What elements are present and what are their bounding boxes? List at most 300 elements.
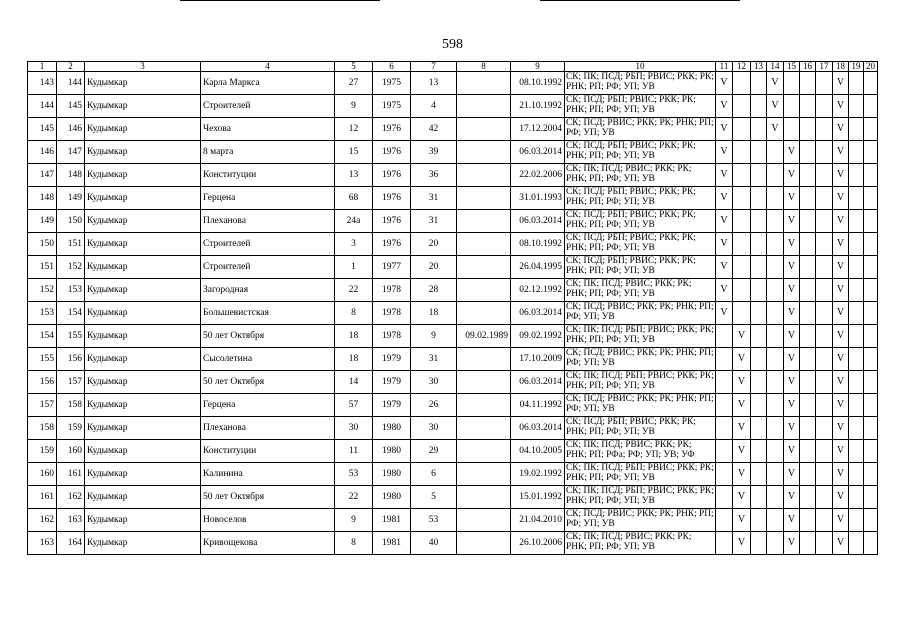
mark-col-16	[800, 233, 816, 256]
year-cell: 1981	[373, 509, 411, 532]
mark-col-20	[864, 187, 878, 210]
record-number: 158	[57, 394, 85, 417]
mark-col-18: V	[833, 463, 849, 486]
mark-col-11: V	[716, 210, 733, 233]
year-cell: 1979	[373, 371, 411, 394]
count-cell: 36	[411, 164, 457, 187]
record-number: 150	[57, 210, 85, 233]
street-cell: 50 лет Октября	[201, 486, 335, 509]
row-index: 149	[28, 210, 57, 233]
record-number: 147	[57, 141, 85, 164]
year-cell: 1980	[373, 463, 411, 486]
mark-col-14: V	[767, 95, 784, 118]
row-index: 151	[28, 256, 57, 279]
date-a-cell	[457, 279, 511, 302]
mark-col-16	[800, 532, 816, 555]
mark-col-14: V	[767, 118, 784, 141]
count-cell: 53	[411, 509, 457, 532]
codes-cell: СК; ПСД; РВИС; РКК; РК; РНК; РП; РФ; УП; УВ	[565, 509, 716, 532]
mark-col-12	[733, 164, 751, 187]
mark-col-14	[767, 302, 784, 325]
mark-col-18: V	[833, 164, 849, 187]
mark-col-16	[800, 302, 816, 325]
mark-col-19	[849, 532, 864, 555]
mark-col-18: V	[833, 371, 849, 394]
count-cell: 30	[411, 417, 457, 440]
row-index: 160	[28, 463, 57, 486]
mark-col-20	[864, 210, 878, 233]
mark-col-17	[816, 141, 833, 164]
mark-col-16	[800, 279, 816, 302]
mark-col-19	[849, 256, 864, 279]
mark-col-14: V	[767, 72, 784, 95]
mark-col-20	[864, 532, 878, 555]
mark-col-19	[849, 394, 864, 417]
mark-col-18: V	[833, 486, 849, 509]
count-cell: 30	[411, 371, 457, 394]
mark-col-12: V	[733, 325, 751, 348]
column-header-1: 1	[28, 62, 57, 72]
mark-col-13	[751, 371, 767, 394]
street-cell: Герцена	[201, 394, 335, 417]
row-index: 159	[28, 440, 57, 463]
mark-col-19	[849, 463, 864, 486]
house-number-cell: 9	[335, 95, 373, 118]
count-cell: 18	[411, 302, 457, 325]
mark-col-19	[849, 440, 864, 463]
table-row	[28, 532, 878, 555]
date-b-cell: 19.02.1992	[511, 463, 565, 486]
date-a-cell	[457, 417, 511, 440]
year-cell: 1979	[373, 348, 411, 371]
column-header-4: 4	[201, 62, 335, 72]
mark-col-14	[767, 486, 784, 509]
street-cell: Карла Маркса	[201, 72, 335, 95]
mark-col-15: V	[784, 141, 800, 164]
count-cell: 31	[411, 210, 457, 233]
column-header-14: 14	[767, 62, 784, 72]
table-row	[28, 256, 878, 279]
street-cell: Плеханова	[201, 210, 335, 233]
street-cell: Строителей	[201, 233, 335, 256]
mark-col-17	[816, 348, 833, 371]
record-number: 146	[57, 118, 85, 141]
house-number-cell: 14	[335, 371, 373, 394]
year-cell: 1976	[373, 210, 411, 233]
mark-col-13	[751, 325, 767, 348]
year-cell: 1976	[373, 187, 411, 210]
city-cell: Кудымкар	[85, 141, 201, 164]
record-number: 151	[57, 233, 85, 256]
row-index: 146	[28, 141, 57, 164]
mark-col-13	[751, 394, 767, 417]
table-row	[28, 187, 878, 210]
mark-col-15: V	[784, 187, 800, 210]
count-cell: 39	[411, 141, 457, 164]
mark-col-20	[864, 95, 878, 118]
mark-col-14	[767, 394, 784, 417]
mark-col-20	[864, 509, 878, 532]
mark-col-15: V	[784, 509, 800, 532]
mark-col-19	[849, 417, 864, 440]
mark-col-11	[716, 440, 733, 463]
row-index: 152	[28, 279, 57, 302]
table-row	[28, 348, 878, 371]
mark-col-12: V	[733, 509, 751, 532]
mark-col-16	[800, 325, 816, 348]
date-a-cell	[457, 72, 511, 95]
record-number: 164	[57, 532, 85, 555]
table-row	[28, 164, 878, 187]
codes-cell: СК; ПК; ПСД; РБП; РВИС; РКК; РК; РНК; РП; РФ; УП; УВ	[565, 463, 716, 486]
mark-col-18: V	[833, 325, 849, 348]
mark-col-18: V	[833, 141, 849, 164]
mark-col-14	[767, 325, 784, 348]
house-number-cell: 30	[335, 417, 373, 440]
mark-col-13	[751, 532, 767, 555]
mark-col-19	[849, 118, 864, 141]
mark-col-18: V	[833, 118, 849, 141]
street-cell: Чехова	[201, 118, 335, 141]
mark-col-11	[716, 371, 733, 394]
mark-col-19	[849, 210, 864, 233]
mark-col-13	[751, 302, 767, 325]
column-header-2: 2	[57, 62, 85, 72]
mark-col-18: V	[833, 95, 849, 118]
count-cell: 40	[411, 532, 457, 555]
house-number-cell: 8	[335, 532, 373, 555]
house-number-cell: 1	[335, 256, 373, 279]
date-b-cell: 21.04.2010	[511, 509, 565, 532]
mark-col-11: V	[716, 279, 733, 302]
house-number-cell: 22	[335, 279, 373, 302]
mark-col-14	[767, 417, 784, 440]
city-cell: Кудымкар	[85, 532, 201, 555]
date-a-cell	[457, 371, 511, 394]
mark-col-12	[733, 118, 751, 141]
date-b-cell: 06.03.2014	[511, 371, 565, 394]
house-number-cell: 15	[335, 141, 373, 164]
mark-col-11: V	[716, 164, 733, 187]
mark-col-15: V	[784, 417, 800, 440]
street-cell: Строителей	[201, 95, 335, 118]
mark-col-16	[800, 417, 816, 440]
row-index: 148	[28, 187, 57, 210]
date-a-cell	[457, 440, 511, 463]
mark-col-13	[751, 210, 767, 233]
mark-col-17	[816, 256, 833, 279]
mark-col-18: V	[833, 509, 849, 532]
year-cell: 1981	[373, 532, 411, 555]
mark-col-18: V	[833, 394, 849, 417]
street-cell: Конституции	[201, 440, 335, 463]
city-cell: Кудымкар	[85, 325, 201, 348]
mark-col-14	[767, 463, 784, 486]
date-b-cell: 08.10.1992	[511, 72, 565, 95]
table-row	[28, 118, 878, 141]
mark-col-17	[816, 532, 833, 555]
date-a-cell	[457, 463, 511, 486]
city-cell: Кудымкар	[85, 72, 201, 95]
date-a-cell	[457, 187, 511, 210]
table-row	[28, 279, 878, 302]
record-number: 154	[57, 302, 85, 325]
mark-col-11: V	[716, 95, 733, 118]
mark-col-14	[767, 256, 784, 279]
street-cell: Кривощекова	[201, 532, 335, 555]
record-number: 163	[57, 509, 85, 532]
mark-col-19	[849, 95, 864, 118]
mark-col-16	[800, 187, 816, 210]
street-cell: Загородная	[201, 279, 335, 302]
mark-col-17	[816, 118, 833, 141]
city-cell: Кудымкар	[85, 164, 201, 187]
house-number-cell: 22	[335, 486, 373, 509]
year-cell: 1976	[373, 141, 411, 164]
mark-col-19	[849, 164, 864, 187]
date-b-cell: 31.01.1993	[511, 187, 565, 210]
mark-col-15: V	[784, 325, 800, 348]
column-header-3: 3	[85, 62, 201, 72]
mark-col-13	[751, 440, 767, 463]
codes-cell: СК; ПК; ПСД; РБП; РВИС; РКК; РК; РНК; РП; РФ; УП; УВ	[565, 325, 716, 348]
street-cell: Плеханова	[201, 417, 335, 440]
year-cell: 1980	[373, 440, 411, 463]
house-number-cell: 13	[335, 164, 373, 187]
record-number: 159	[57, 417, 85, 440]
mark-col-15: V	[784, 279, 800, 302]
city-cell: Кудымкар	[85, 371, 201, 394]
mark-col-18: V	[833, 417, 849, 440]
column-header-7: 7	[411, 62, 457, 72]
house-number-cell: 24а	[335, 210, 373, 233]
mark-col-15: V	[784, 394, 800, 417]
table-row	[28, 325, 878, 348]
date-b-cell: 02.12.1992	[511, 279, 565, 302]
mark-col-13	[751, 141, 767, 164]
row-index: 162	[28, 509, 57, 532]
mark-col-20	[864, 72, 878, 95]
record-number: 149	[57, 187, 85, 210]
mark-col-11	[716, 463, 733, 486]
mark-col-14	[767, 164, 784, 187]
record-number: 153	[57, 279, 85, 302]
city-cell: Кудымкар	[85, 486, 201, 509]
date-b-cell: 17.10.2009	[511, 348, 565, 371]
date-b-cell: 22.02.2006	[511, 164, 565, 187]
year-cell: 1979	[373, 394, 411, 417]
mark-col-17	[816, 279, 833, 302]
mark-col-18: V	[833, 440, 849, 463]
codes-cell: СК; ПСД; РВИС; РКК; РК; РНК; РП; РФ; УП; УВ	[565, 302, 716, 325]
table-row	[28, 302, 878, 325]
table-row	[28, 440, 878, 463]
mark-col-17	[816, 72, 833, 95]
street-cell: Конституции	[201, 164, 335, 187]
mark-col-12: V	[733, 440, 751, 463]
mark-col-13	[751, 279, 767, 302]
mark-col-16	[800, 164, 816, 187]
mark-col-17	[816, 325, 833, 348]
date-a-cell	[457, 532, 511, 555]
mark-col-17	[816, 164, 833, 187]
mark-col-20	[864, 394, 878, 417]
mark-col-15	[784, 95, 800, 118]
house-number-cell: 18	[335, 348, 373, 371]
mark-col-16	[800, 394, 816, 417]
row-index: 143	[28, 72, 57, 95]
table-body	[28, 72, 878, 555]
mark-col-16	[800, 95, 816, 118]
codes-cell: СК; ПК; ПСД; РВИС; РКК; РК; РНК; РП; РФ; УП; УВ	[565, 279, 716, 302]
column-header-17: 17	[816, 62, 833, 72]
record-number: 157	[57, 371, 85, 394]
mark-col-12: V	[733, 417, 751, 440]
codes-cell: СК; ПК; ПСД; РВИС; РКК; РК; РНК; РП; РФа; РФ; УП; УВ; УФ	[565, 440, 716, 463]
column-header-6: 6	[373, 62, 411, 72]
mark-col-18: V	[833, 532, 849, 555]
mark-col-11	[716, 417, 733, 440]
top-rule-right	[540, 0, 740, 1]
mark-col-11: V	[716, 141, 733, 164]
mark-col-17	[816, 463, 833, 486]
mark-col-18: V	[833, 210, 849, 233]
mark-col-14	[767, 532, 784, 555]
city-cell: Кудымкар	[85, 256, 201, 279]
year-cell: 1976	[373, 118, 411, 141]
city-cell: Кудымкар	[85, 187, 201, 210]
date-b-cell: 26.04.1995	[511, 256, 565, 279]
count-cell: 5	[411, 486, 457, 509]
mark-col-16	[800, 440, 816, 463]
mark-col-13	[751, 187, 767, 210]
date-a-cell	[457, 164, 511, 187]
record-number: 148	[57, 164, 85, 187]
row-index: 150	[28, 233, 57, 256]
mark-col-16	[800, 371, 816, 394]
count-cell: 4	[411, 95, 457, 118]
column-header-20: 20	[864, 62, 878, 72]
mark-col-19	[849, 187, 864, 210]
count-cell: 26	[411, 394, 457, 417]
column-header-19: 19	[849, 62, 864, 72]
row-index: 158	[28, 417, 57, 440]
mark-col-18: V	[833, 233, 849, 256]
year-cell: 1978	[373, 302, 411, 325]
mark-col-11	[716, 486, 733, 509]
table-row	[28, 463, 878, 486]
mark-col-13	[751, 417, 767, 440]
mark-col-19	[849, 348, 864, 371]
column-header-9: 9	[511, 62, 565, 72]
table-row	[28, 210, 878, 233]
mark-col-18: V	[833, 256, 849, 279]
column-header-11: 11	[716, 62, 733, 72]
table-row	[28, 486, 878, 509]
street-cell: 8 марта	[201, 141, 335, 164]
mark-col-13	[751, 233, 767, 256]
mark-col-12	[733, 141, 751, 164]
mark-col-19	[849, 371, 864, 394]
mark-col-16	[800, 72, 816, 95]
year-cell: 1980	[373, 486, 411, 509]
date-b-cell: 21.10.1992	[511, 95, 565, 118]
mark-col-13	[751, 118, 767, 141]
row-index: 155	[28, 348, 57, 371]
mark-col-12	[733, 210, 751, 233]
mark-col-20	[864, 417, 878, 440]
mark-col-18: V	[833, 302, 849, 325]
house-number-cell: 9	[335, 509, 373, 532]
date-b-cell: 06.03.2014	[511, 417, 565, 440]
mark-col-11	[716, 532, 733, 555]
mark-col-13	[751, 463, 767, 486]
row-index: 145	[28, 118, 57, 141]
mark-col-12: V	[733, 371, 751, 394]
date-b-cell: 06.03.2014	[511, 141, 565, 164]
mark-col-13	[751, 509, 767, 532]
mark-col-18: V	[833, 279, 849, 302]
row-index: 163	[28, 532, 57, 555]
codes-cell: СК; ПСД; РБП; РВИС; РКК; РК; РНК; РП; РФ; УП; УВ	[565, 187, 716, 210]
city-cell: Кудымкар	[85, 302, 201, 325]
date-a-cell	[457, 95, 511, 118]
mark-col-15: V	[784, 532, 800, 555]
row-index: 147	[28, 164, 57, 187]
mark-col-14	[767, 509, 784, 532]
date-b-cell: 09.02.1992	[511, 325, 565, 348]
mark-col-17	[816, 440, 833, 463]
mark-col-17	[816, 302, 833, 325]
mark-col-12	[733, 233, 751, 256]
mark-col-20	[864, 302, 878, 325]
date-b-cell: 06.03.2014	[511, 210, 565, 233]
mark-col-14	[767, 210, 784, 233]
house-number-cell: 57	[335, 394, 373, 417]
year-cell: 1978	[373, 279, 411, 302]
mark-col-18: V	[833, 72, 849, 95]
mark-col-14	[767, 348, 784, 371]
city-cell: Кудымкар	[85, 95, 201, 118]
mark-col-17	[816, 371, 833, 394]
mark-col-19	[849, 302, 864, 325]
date-a-cell: 09.02.1989	[457, 325, 511, 348]
mark-col-17	[816, 233, 833, 256]
table-row	[28, 72, 878, 95]
record-number: 160	[57, 440, 85, 463]
date-b-cell: 08.10.1992	[511, 233, 565, 256]
mark-col-17	[816, 394, 833, 417]
record-number: 155	[57, 325, 85, 348]
mark-col-20	[864, 371, 878, 394]
record-number: 152	[57, 256, 85, 279]
mark-col-15: V	[784, 371, 800, 394]
mark-col-20	[864, 256, 878, 279]
count-cell: 42	[411, 118, 457, 141]
house-number-cell: 18	[335, 325, 373, 348]
house-number-cell: 68	[335, 187, 373, 210]
city-cell: Кудымкар	[85, 233, 201, 256]
mark-col-12	[733, 95, 751, 118]
mark-col-12	[733, 72, 751, 95]
codes-cell: СК; ПСД; РБП; РВИС; РКК; РК; РНК; РП; РФ; УП; УВ	[565, 210, 716, 233]
date-b-cell: 26.10.2006	[511, 532, 565, 555]
mark-col-18: V	[833, 348, 849, 371]
count-cell: 9	[411, 325, 457, 348]
table-row	[28, 509, 878, 532]
mark-col-13	[751, 72, 767, 95]
city-cell: Кудымкар	[85, 210, 201, 233]
